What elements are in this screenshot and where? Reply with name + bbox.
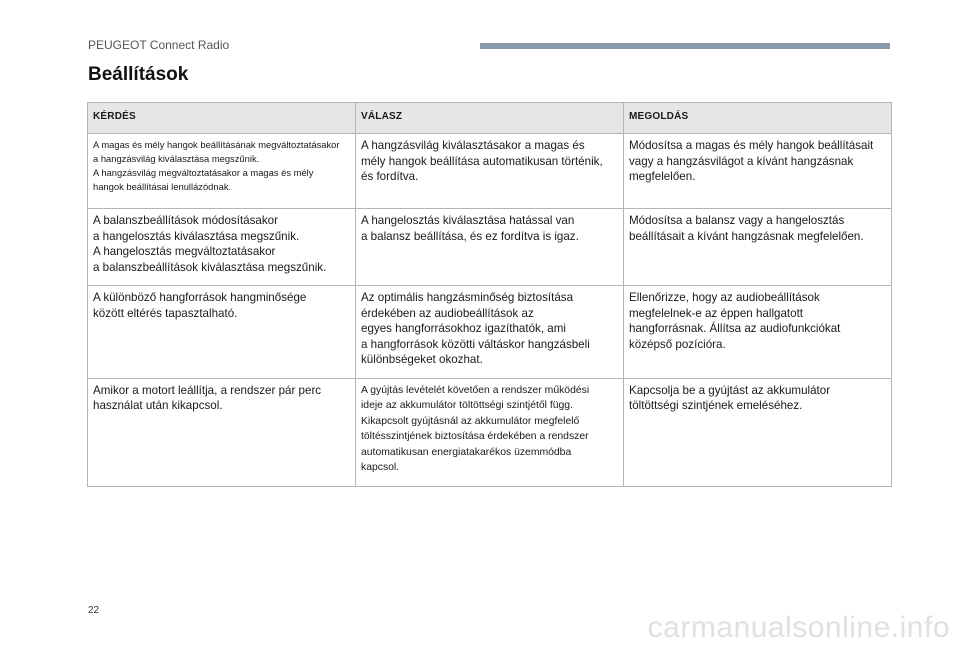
- answer-line: automatikusan energiatakarékos üzemmódba: [361, 446, 572, 458]
- question-cell: [88, 286, 356, 379]
- solution-line: töltöttségi szintjének emeléséhez.: [629, 399, 803, 412]
- answer-line: és fordítva.: [361, 170, 419, 183]
- question-line: a balanszbeállítások kiválasztása megszűnik.: [93, 260, 327, 274]
- question-line: A hangelosztás megváltoztatásakor: [93, 245, 276, 258]
- question-line: használat után kikapcsol.: [93, 399, 223, 412]
- answer-cell: [356, 209, 624, 286]
- table-header-row: [88, 103, 892, 134]
- table-row: [88, 134, 892, 209]
- page-title: Beállítások: [88, 64, 189, 85]
- answer-line: Kikapcsolt gyújtásnál az akkumulátor megfelelő: [361, 415, 580, 427]
- question-line: A különböző hangforrások hangminősége: [93, 291, 307, 304]
- answer-line: ideje az akkumulátor töltöttségi szintjétől függ.: [361, 400, 573, 411]
- answer-cell: [356, 378, 624, 486]
- watermark: carmanualsonline.info: [647, 611, 950, 644]
- answer-line: mély hangok beállítása automatikusan történik,: [361, 154, 603, 168]
- solution-line: Kapcsolja be a gyújtást az akkumulátor: [629, 383, 831, 397]
- column-header-question: KÉRDÉS: [88, 103, 356, 134]
- solution-line: Módosítsa a magas és mély hangok beállításait: [629, 139, 874, 152]
- solution-line: Módosítsa a balansz vagy a hangelosztás: [629, 214, 845, 227]
- solution-cell: [624, 134, 892, 209]
- answer-line: A hangelosztás kiválasztása hatással van: [361, 214, 575, 227]
- header-divider-bar: [480, 43, 890, 49]
- solution-line: megfelelnek-e az éppen hallgatott: [629, 306, 804, 320]
- question-cell: [88, 134, 356, 209]
- answer-line: A gyújtás levételét követően a rendszer működési: [361, 384, 590, 396]
- question-line: A balanszbeállítások módosításakor: [93, 214, 278, 227]
- solution-line: beállításait a kívánt hangzásnak megfelelően.: [629, 229, 864, 243]
- question-line: hangok beállításai lenullázódnak.: [93, 181, 232, 192]
- question-line: a hangzásvilág kiválasztása megszűnik.: [93, 153, 260, 164]
- question-line: Amikor a motort leállítja, a rendszer pár perc: [93, 383, 322, 397]
- answer-line: különbségeket okozhat.: [361, 353, 483, 366]
- question-line: A magas és mély hangok beállításának megváltoztatásakor: [93, 139, 340, 150]
- answer-line: kapcsol.: [361, 462, 400, 473]
- page-number: 22: [88, 605, 100, 616]
- answer-line: a balansz beállítása, és ez fordítva is igaz.: [361, 229, 579, 243]
- table-row: [88, 209, 892, 286]
- column-header-answer: VÁLASZ: [356, 103, 624, 134]
- solution-cell: [624, 286, 892, 379]
- question-cell: [88, 209, 356, 286]
- answer-line: A hangzásvilág kiválasztásakor a magas és: [361, 139, 585, 152]
- solution-line: Ellenőrizze, hogy az audiobeállítások: [629, 291, 820, 304]
- solution-cell: [624, 378, 892, 486]
- answer-line: a hangforrások közötti váltáskor hangzásbeli: [361, 337, 590, 351]
- solution-line: vagy a hangzásvilágot a kívánt hangzásnak: [629, 154, 854, 168]
- answer-line: egyes hangforrásokhoz igazíthatók, ami: [361, 322, 566, 335]
- table-row: [88, 286, 892, 379]
- question-line: között eltérés tapasztalható.: [93, 306, 238, 320]
- running-header: PEUGEOT Connect Radio: [88, 38, 230, 52]
- answer-line: töltésszintjének biztosítása érdekében a rendszer: [361, 431, 589, 442]
- question-line: A hangzásvilág megváltoztatásakor a magas és mély: [93, 167, 314, 178]
- solution-line: középső pozícióra.: [629, 337, 726, 351]
- solution-cell: [624, 209, 892, 286]
- solution-line: hangforrásnak. Állítsa az audiofunkciókat: [629, 322, 841, 335]
- column-header-solution: MEGOLDÁS: [624, 103, 892, 134]
- table-row: [88, 378, 892, 486]
- question-cell: [88, 378, 356, 486]
- answer-cell: [356, 134, 624, 209]
- question-line: a hangelosztás kiválasztása megszűnik.: [93, 229, 300, 243]
- solution-line: megfelelően.: [629, 170, 696, 183]
- troubleshooting-table: [87, 102, 892, 487]
- answer-cell: [356, 286, 624, 379]
- answer-line: Az optimális hangzásminőség biztosítása: [361, 291, 574, 304]
- answer-line: érdekében az audiobeállítások az: [361, 306, 534, 320]
